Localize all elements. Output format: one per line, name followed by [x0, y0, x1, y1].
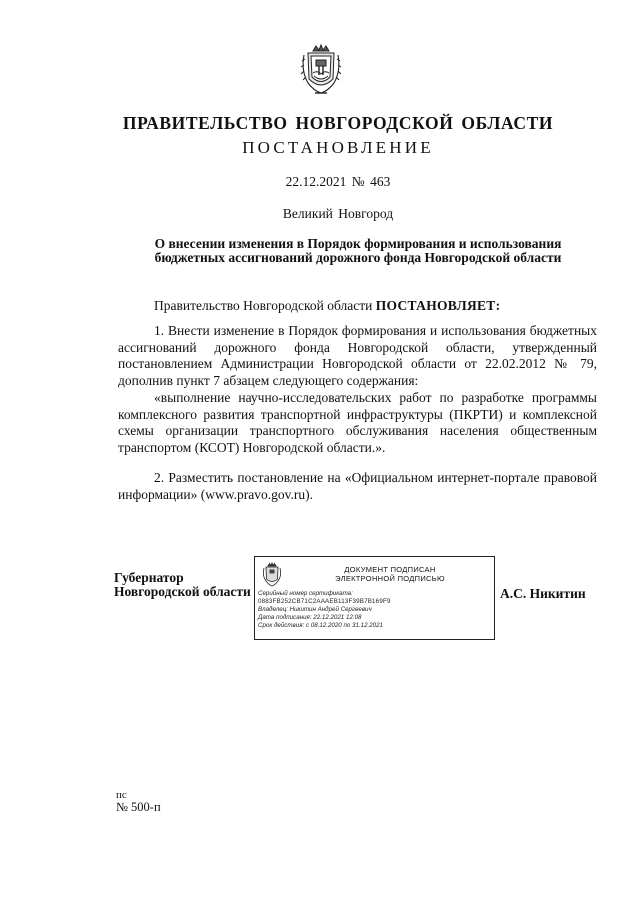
- stamp-seal: [261, 562, 283, 588]
- number-sign: №: [351, 174, 365, 189]
- signer-name: А.С. Никитин: [500, 586, 586, 601]
- serial-label: Серийный номер сертификата:: [258, 590, 353, 597]
- coat-of-arms-emblem: [299, 43, 343, 99]
- position-line-1: Губернатор: [114, 570, 184, 585]
- quote-paragraph: «выполнение научно-исследовательских работ по разработке программы комплексного развития транспортной инфраструктуры (ПКРТИ) и комплексной схемы организации транспортного обслуживания населения общественным транспортом (КСОТ) Новгородской области.».: [118, 390, 597, 455]
- footer-code: пс: [116, 789, 127, 801]
- date-number-line: [0, 174, 640, 190]
- lead-text: Правительство Новгородской области: [154, 298, 376, 313]
- organization-title: ПРАВИТЕЛЬСТВО НОВГОРОДСКОЙ ОБЛАСТИ: [122, 113, 554, 133]
- electronic-signature-stamp: [254, 556, 495, 640]
- certificate-validity: Срок действия: с 08.12.2020 по 31.12.2021: [258, 622, 383, 629]
- position-line-2: Новгородской области: [114, 584, 251, 599]
- city: Великий Новгород: [282, 206, 394, 221]
- item-2-paragraph: 2. Разместить постановление на «Официальном интернет-портале правовой информации» (www.pravo.gov.ru).: [118, 470, 597, 502]
- document-number: 463: [370, 174, 391, 189]
- signing-date: Дата подписания: 22.12.2021 12:08: [258, 614, 362, 621]
- stamp-heading: [285, 565, 495, 583]
- signatory-position: [114, 571, 251, 599]
- document-type: ПОСТАНОВЛЕНИЕ: [242, 138, 434, 157]
- coat-of-arms-icon: [299, 43, 343, 99]
- certificate-owner: Владелец: Никитин Андрей Сергеевич: [258, 606, 372, 613]
- document-date: 22.12.2021: [285, 174, 347, 189]
- lead-paragraph: [118, 298, 597, 315]
- stamp-heading-line-1: ДОКУМЕНТ ПОДПИСАН: [344, 565, 436, 574]
- document-title: О внесении изменения в Порядок формирования и использования бюджетных ассигнований дорожного фонда Новгородской области: [154, 236, 562, 265]
- footer-number: № 500-п: [116, 800, 161, 814]
- stamp-heading-line-2: ЭЛЕКТРОННОЙ ПОДПИСЬЮ: [335, 574, 445, 583]
- lead-bold: ПОСТАНОВЛЯЕТ:: [375, 298, 501, 313]
- item-1-paragraph: 1. Внести изменение в Порядок формирования и использования бюджетных ассигнований дорожного фонда Новгородской области, утвержденный постановлением Администрации Новгородской области от 22.02.2012 № 79, дополнив пункт 7 абзацем следующего содержания:: [118, 323, 597, 388]
- coat-of-arms-icon: [261, 562, 283, 588]
- stamp-details: [258, 590, 391, 630]
- serial-value: 0883FB252CB71C2AAAEB113F39B7B169F9: [258, 598, 391, 605]
